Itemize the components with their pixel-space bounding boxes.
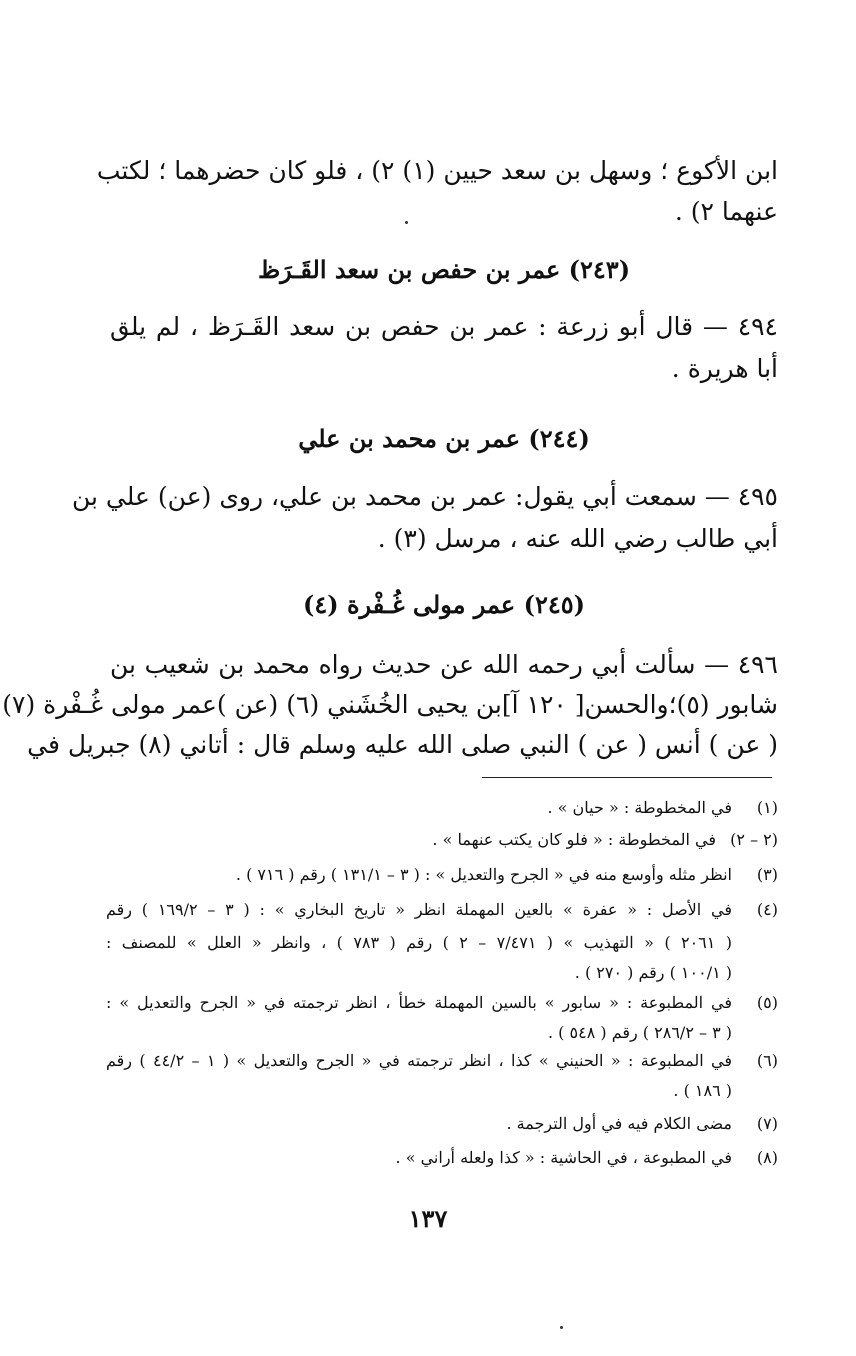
footnote-number: (٣)	[756, 865, 778, 884]
footnote-text: ( ١٨٦ ) .	[673, 1081, 732, 1100]
text-line: ٤٩٤ — قال أبو زرعة : عمر بن حفص بن سعد القَـرَظ ، لم يلق	[110, 312, 778, 341]
footnote-number: (٦)	[756, 1051, 778, 1070]
text-line: أبا هريرة .	[671, 354, 778, 383]
text-line: ٤٩٦ — سألت أبي رحمه الله عن حديث رواه محمد بن شعيب بن	[110, 650, 778, 679]
footnote-text: في الأصل : « عفرة » بالعين المهملة انظر « تاريخ البخاري » : ( ٣ – ١٦٩/٢ ) رقم	[106, 900, 733, 919]
footnote-text: مضى الكلام فيه في أول الترجمة .	[506, 1114, 732, 1133]
footnote-text: ( ٣ – ٢٨٦/٢ ) رقم ( ٥٤٨ ) .	[548, 1023, 732, 1042]
footnote-text: في المخطوطة : « فلو كان يكتب عنهما » .	[432, 830, 716, 849]
text-line: شابور (٥)؛والحسن[ ١٢٠ آ]بن يحيى الخُشَني (٦) (عن )عمر مولى غُـفْرة (٧)	[2, 690, 778, 719]
page-number: ١٣٧	[408, 1204, 448, 1233]
footnote-text: في المطبوعة ، في الحاشية : « كذا ولعله أراني » .	[395, 1148, 732, 1167]
text-line: أبي طالب رضي الله عنه ، مرسل (٣) .	[377, 524, 778, 553]
text-line: ٤٩٥ — سمعت أبي يقول: عمر بن محمد بن علي، روى (عن) علي بن	[72, 482, 778, 511]
entry-heading-245: (٢٤٥) عمر مولى غُـفْرة (٤)	[303, 590, 585, 619]
footnote-number: (١)	[756, 798, 778, 817]
footnote-text: في المطبوعة : « سابور » بالسين المهملة خطأ ، انظر ترجمته في « الجرح والتعديل » :	[106, 993, 732, 1012]
footnote-number: (٥)	[756, 993, 778, 1012]
entry-heading-243: (٢٤٣) عمر بن حفص بن سعد القَـرَظ	[257, 255, 631, 284]
text-line: عنهما ٢) .	[674, 197, 778, 226]
scan-speck	[560, 1326, 563, 1329]
scan-speck	[405, 221, 408, 224]
entry-heading-244: (٢٤٤) عمر بن محمد بن علي	[298, 424, 590, 453]
footnote-text: انظر مثله وأوسع منه في « الجرح والتعديل » : ( ٣ – ١٣١/١ ) رقم ( ٧١٦ ) .	[235, 865, 732, 884]
footnote-number: (٧)	[756, 1114, 778, 1133]
footnote-text: في المطبوعة : « الحنيني » كذا ، انظر ترجمته في « الجرح والتعديل » ( ١ – ٤٤/٢ ) رقم	[106, 1051, 733, 1070]
text-line: ( عن ) أنس ( عن ) النبي صلى الله عليه وسلم قال : أتاني (٨) جبريل في	[27, 730, 778, 759]
footnote-number: (٢ – ٢)	[730, 830, 778, 849]
text-line: ابن الأكوع ؛ وسهل بن سعد حيين (١) ٢) ، فلو كان حضرهما ؛ لكتب	[96, 156, 778, 185]
footnote-separator	[482, 777, 772, 778]
footnote-text: ( ١٠٠/١ ) رقم ( ٢٧٠ ) .	[574, 963, 732, 982]
footnote-text: في المخطوطة : « حيان » .	[547, 798, 732, 817]
footnote-text: ( ٢٠٦١ ) « التهذيب » ( ٧/٤٧١ – ٢ ) رقم ( ٧٨٣ ) ، وانظر « العلل » للمصنف :	[106, 933, 733, 952]
footnote-number: (٤)	[756, 900, 778, 919]
footnote-number: (٨)	[756, 1148, 778, 1167]
